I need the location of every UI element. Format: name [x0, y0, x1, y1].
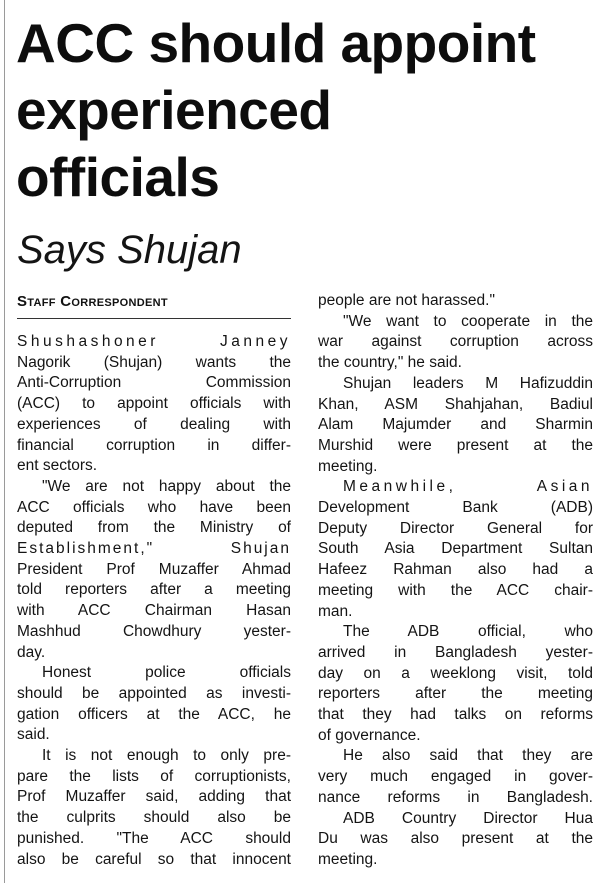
text-line: South Asia Department Sultan: [318, 540, 593, 558]
text-line: "We want to cooperate in the: [343, 312, 593, 330]
headline: [16, 10, 601, 211]
text-line: Honest police officials: [42, 664, 291, 682]
text-line: should be appointed as investi-: [17, 684, 291, 702]
text-line: Nagorik (Shujan) wants the: [17, 353, 291, 371]
text-line: Prof Muzaffer said, adding that: [17, 788, 291, 806]
text-line: Hafeez Rahman also had a: [318, 561, 593, 579]
text-line: pare the lists of corruptionists,: [17, 767, 291, 785]
text-line: It is not enough to only pre-: [42, 747, 291, 765]
text-line: (ACC) to appoint officials with: [17, 395, 291, 413]
text-line: arrived in Bangladesh yester-: [318, 643, 593, 661]
text-line: Anti-Corruption Commission: [17, 374, 291, 392]
text-line: Development Bank (ADB): [318, 499, 593, 517]
text-line: Shujan leaders M Hafizuddin: [343, 374, 593, 392]
text-line: Shushashoner Janney: [17, 333, 291, 350]
subhead: Says Shujan: [17, 228, 242, 272]
text-line: President Prof Muzaffer Ahmad: [17, 560, 291, 578]
text-line: experiences of dealing with: [17, 415, 291, 433]
text-line: the country," he said.: [318, 354, 462, 372]
byline: Staff Correspondent: [17, 292, 291, 319]
text-line: with ACC Chairman Hasan: [17, 602, 291, 620]
text-line: also be careful so that innocent: [17, 850, 291, 868]
text-line: meeting.: [318, 850, 378, 868]
text-line: very much engaged in gover-: [318, 768, 593, 786]
text-line: Establishment," Shujan: [17, 540, 291, 558]
text-line: that they had talks on reforms: [318, 706, 593, 724]
headline-line: officials: [16, 146, 220, 208]
text-line: told reporters after a meeting: [17, 581, 291, 599]
column-rule: [4, 0, 5, 883]
text-line: The ADB official, who: [343, 623, 593, 641]
text-line: war against corruption across: [318, 333, 593, 351]
text-line: Alam Majumder and Sharmin: [318, 416, 593, 434]
left-column: [17, 332, 291, 870]
text-line: ent sectors.: [17, 457, 98, 475]
text-line: financial corruption in differ-: [17, 436, 291, 454]
text-line: nance reforms in Bangladesh.: [318, 788, 593, 806]
right-column: [318, 291, 593, 871]
text-line: ACC officials who have been: [17, 498, 291, 516]
text-line: "We are not happy about the: [42, 477, 291, 495]
text-line: man.: [318, 602, 353, 620]
text-line: of governance.: [318, 726, 421, 744]
headline-line: ACC should appoint: [16, 12, 536, 74]
text-line: people are not harassed.": [318, 292, 495, 309]
text-line: gation officers at the ACC, he: [17, 705, 291, 723]
headline-line: experienced: [16, 79, 332, 141]
text-line: Deputy Director General for: [318, 519, 593, 537]
text-line: ADB Country Director Hua: [343, 809, 593, 827]
text-line: meeting.: [318, 457, 378, 475]
text-line: Meanwhile, Asian: [343, 478, 593, 496]
text-line: Mashhud Chowdhury yester-: [17, 622, 291, 640]
text-line: deputed from the Ministry of: [17, 519, 291, 537]
text-line: said.: [17, 726, 50, 744]
text-line: Murshid were present at the: [318, 436, 593, 454]
text-line: Khan, ASM Shahjahan, Badiul: [318, 395, 593, 413]
text-line: reporters after the meeting: [318, 685, 593, 703]
text-line: the culprits should also be: [17, 809, 291, 827]
text-line: Du was also present at the: [318, 830, 593, 848]
text-line: He also said that they are: [343, 747, 593, 765]
text-line: punished. "The ACC should: [17, 829, 291, 847]
text-line: meeting with the ACC chair-: [318, 581, 593, 599]
text-line: day on a weeklong visit, told: [318, 664, 593, 682]
text-line: day.: [17, 643, 46, 661]
